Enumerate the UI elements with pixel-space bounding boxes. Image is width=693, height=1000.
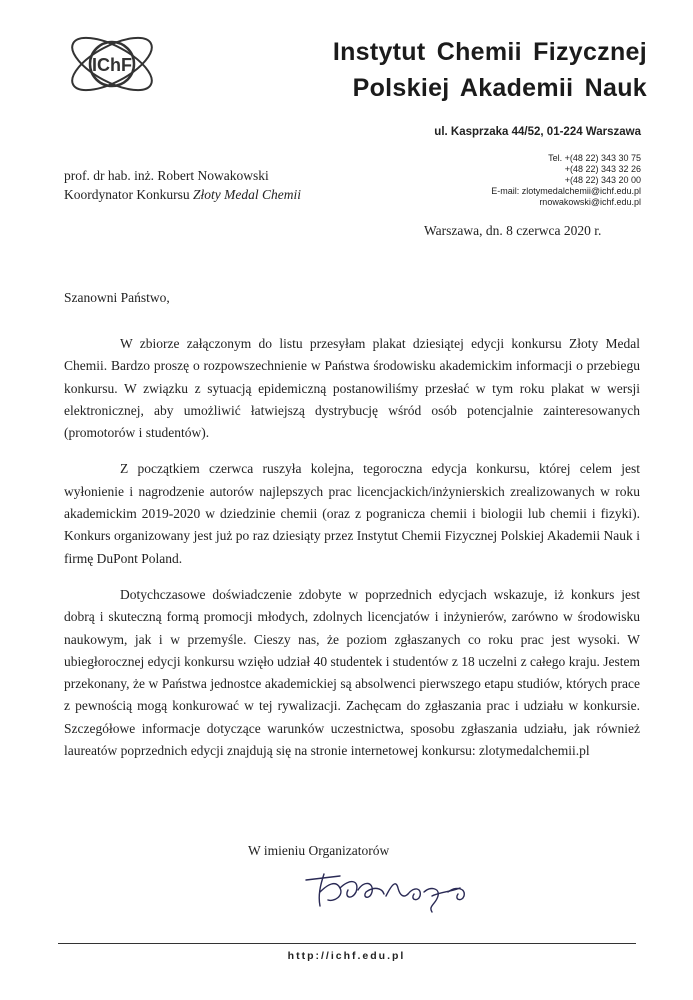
sender-role bbox=[64, 185, 301, 204]
logo-lettering: IChF bbox=[92, 55, 132, 75]
sender-role-competition: Złoty Medal Chemii bbox=[192, 187, 301, 202]
institute-name-line1: Instytut Chemii Fizycznej bbox=[332, 38, 647, 66]
closing-line: W imieniu Organizatorów bbox=[248, 843, 390, 858]
ichf-logo-icon bbox=[64, 22, 160, 106]
contact-email-1: E-mail: zlotymedalchemii@ichf.edu.pl bbox=[491, 186, 641, 196]
contact-phone-3: +(48 22) 343 20 00 bbox=[564, 175, 641, 185]
body-paragraph-2: Z początkiem czerwca ruszyła kolejna, tegoroczna edycja konkursu, której celem jest wyłonienie i nagrodzenie autorów najlepszych prac licencjackich/inżynierskich zrealizowanych w roku akademickim 2019-2020 w dziedzinie chemii (oraz z pogranicza chemii i biologii lub chemii i fizyki). Konkurs organizowany jest już po raz dziesiąty przez Instytut Chemii Fizycznej Polskiej Akademii Nauk i firmę DuPont Poland. bbox=[64, 461, 640, 566]
handwritten-signature bbox=[300, 866, 480, 914]
letter-date: Warszawa, dn. 8 czerwca 2020 r. bbox=[424, 223, 602, 238]
sender-block bbox=[64, 166, 301, 204]
institute-name-line2: Polskiej Akademii Nauk bbox=[352, 74, 647, 102]
sender-name: prof. dr hab. inż. Robert Nowakowski bbox=[64, 168, 269, 183]
signature-icon bbox=[300, 866, 480, 914]
contact-email-2: rnowakowski@ichf.edu.pl bbox=[539, 197, 641, 207]
salutation: Szanowni Państwo, bbox=[64, 290, 170, 305]
institute-address: ul. Kasprzaka 44/52, 01-224 Warszawa bbox=[434, 126, 641, 138]
contact-block bbox=[491, 153, 641, 208]
letter-body bbox=[64, 333, 640, 776]
institute-logo bbox=[64, 22, 160, 106]
body-paragraph-3: Dotychczasowe doświadczenie zdobyte w poprzednich edycjach wskazuje, iż konkurs jest dobrą i skuteczną formą promocji młodych, zdolnych licencjatów i inżynierów, zarówno w środowisku naukowym, jak i w przemyśle. Cieszy nas, że poziom zgłaszanych co roku prac jest wysoki. W ubiegłorocznej edycji konkursu wzięło udział 40 studentek i studentów z 18 uczelni z całego kraju. Jestem przekonany, że w Państwa jednostce akademickiej są absolwenci pierwszego etapu studiów, których prace z pewnością mogą konkurować w tej rywalizacji. Zachęcam do zgłaszania prac i udziału w konkursie. Szczegółowe informacje dotyczące warunków uczestnictwa, sposobu zgłaszania udziału, jak również laureatów poprzednich edycji znajdują się na stronie internetowej konkursu: zlotymedalchemii.pl bbox=[64, 586, 640, 759]
contact-phone-2: +(48 22) 343 32 26 bbox=[564, 164, 641, 174]
footer-url: http://ichf.edu.pl bbox=[287, 950, 406, 962]
institute-name bbox=[333, 34, 647, 106]
contact-phone-1: Tel. +(48 22) 343 30 75 bbox=[548, 153, 641, 163]
sender-role-prefix: Koordynator Konkursu bbox=[64, 187, 193, 202]
body-paragraph-1: W zbiorze załączonym do listu przesyłam plakat dziesiątej edycji konkursu Złoty Medal Chemii. Bardzo proszę o rozpowszechnienie w Państwa środowisku akademickim informacji o przebiegu konkursu. W związku z sytuacją epidemiczną postanowiliśmy przesłać w tym roku plakat w wersji elektronicznej, aby umożliwić łatwiejszą dystrybucję wśród osób potencjalnie zainteresowanych (promotorów i studentów). bbox=[64, 336, 640, 441]
footer-divider bbox=[58, 943, 636, 944]
